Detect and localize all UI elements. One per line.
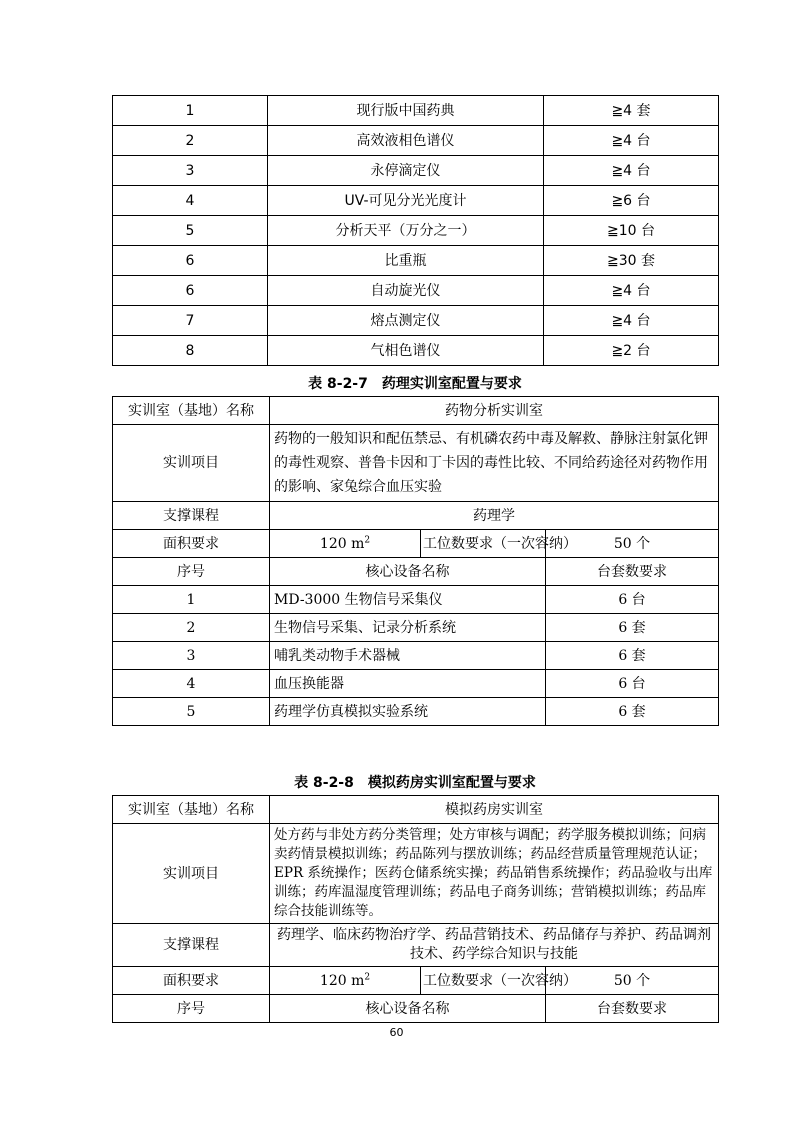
pharmacy-sim-lab-table bbox=[112, 795, 719, 995]
row-number: 4 bbox=[113, 186, 268, 216]
project-label: 实训项目 bbox=[113, 824, 270, 924]
row-number: 2 bbox=[113, 614, 270, 642]
equipment-name: 熔点测定仪 bbox=[268, 306, 544, 336]
row-number: 6 bbox=[113, 276, 268, 306]
table-row bbox=[113, 642, 719, 670]
page-number: 60 bbox=[389, 1026, 404, 1039]
equipment-name: 高效液相色谱仪 bbox=[268, 126, 544, 156]
equipment-name: 比重瓶 bbox=[268, 246, 544, 276]
station-value: 50 个 bbox=[546, 967, 719, 995]
equipment-quantity: 6 台 bbox=[546, 586, 719, 614]
equipment-name: 分析天平（万分之一） bbox=[268, 216, 544, 246]
project-value: 处方药与非处方药分类管理；处方审核与调配；药学服务模拟训练；问病卖药情景模拟训练；药品陈列与摆放训练；药品经营质量管理规范认证；EPR 系统操作；医药仓储系统实操；药品销售系统操作；药品验收与出库训练；药库温湿度管理训练；药品电子商务训练；营销模拟训练；药品库综合技能训练等。 bbox=[270, 824, 719, 924]
equipment-quantity: ≧30 套 bbox=[544, 246, 719, 276]
project-label: 实训项目 bbox=[113, 425, 270, 502]
equipment-name: 哺乳类动物手术器械 bbox=[270, 642, 546, 670]
row-number: 5 bbox=[113, 216, 268, 246]
equipment-quantity: ≧2 台 bbox=[544, 336, 719, 366]
equipment-quantity: ≧4 套 bbox=[544, 96, 719, 126]
table-row bbox=[113, 246, 719, 276]
equipment-name: MD-3000 生物信号采集仪 bbox=[270, 586, 546, 614]
equipment-name: 药理学仿真模拟实验系统 bbox=[270, 698, 546, 726]
equipment-quantity: ≧4 台 bbox=[544, 156, 719, 186]
equipment-quantity: ≧10 台 bbox=[544, 216, 719, 246]
row-number: 5 bbox=[113, 698, 270, 726]
area-label: 面积要求 bbox=[113, 967, 270, 995]
table-row bbox=[113, 586, 719, 614]
equipment-quantity: ≧6 台 bbox=[544, 186, 719, 216]
equipment-quantity: 6 套 bbox=[546, 642, 719, 670]
table-row bbox=[113, 186, 719, 216]
row-number: 1 bbox=[113, 96, 268, 126]
col-header-no: 序号 bbox=[113, 558, 270, 586]
row-number: 4 bbox=[113, 670, 270, 698]
equipment-name: 永停滴定仪 bbox=[268, 156, 544, 186]
area-label: 面积要求 bbox=[113, 530, 270, 558]
table-row bbox=[113, 336, 719, 366]
equipment-name: UV-可见分光光度计 bbox=[268, 186, 544, 216]
col-header-name: 核心设备名称 bbox=[270, 995, 546, 1023]
equipment-name: 现行版中国药典 bbox=[268, 96, 544, 126]
equipment-quantity: ≧4 台 bbox=[544, 126, 719, 156]
table-row bbox=[113, 156, 719, 186]
course-label: 支撑课程 bbox=[113, 502, 270, 530]
table-row bbox=[113, 126, 719, 156]
area-value: 120 $m^2$ bbox=[270, 967, 421, 995]
row-number: 6 bbox=[113, 246, 268, 276]
row-number: 2 bbox=[113, 126, 268, 156]
equipment-name: 生物信号采集、记录分析系统 bbox=[270, 614, 546, 642]
station-label: 工位数要求（一次容纳） bbox=[421, 967, 546, 995]
equipment-quantity: ≧4 台 bbox=[544, 276, 719, 306]
station-value: 50 个 bbox=[546, 530, 719, 558]
equipment-quantity: 6 套 bbox=[546, 698, 719, 726]
project-value: 药物的一般知识和配伍禁忌、有机磷农药中毒及解救、静脉注射氯化钾的毒性观察、普鲁卡因和丁卡因的毒性比较、不同给药途径对药物作用的影响、家兔综合血压实验 bbox=[270, 425, 719, 502]
course-label: 支撑课程 bbox=[113, 924, 270, 967]
row-number: 7 bbox=[113, 306, 268, 336]
equipment-quantity: ≧4 台 bbox=[544, 306, 719, 336]
area-value: 120 $m^2$ bbox=[270, 530, 421, 558]
col-header-qty: 台套数要求 bbox=[546, 995, 719, 1023]
equipment-quantity: 6 台 bbox=[546, 670, 719, 698]
room-name-value: 药物分析实训室 bbox=[270, 397, 719, 425]
room-name-label: 实训室（基地）名称 bbox=[113, 796, 270, 824]
pharmacology-equipment-list bbox=[112, 557, 719, 726]
table-row bbox=[113, 698, 719, 726]
course-value: 药理学、临床药物治疗学、药品营销技术、药品储存与养护、药品调剂技术、药学综合知识与技能 bbox=[270, 924, 719, 967]
table-row bbox=[113, 96, 719, 126]
row-number: 3 bbox=[113, 642, 270, 670]
table-caption-8-2-8: 表 8-2-8 模拟药房实训室配置与要求 bbox=[294, 775, 536, 791]
pharmacy-sim-equipment-list bbox=[112, 994, 719, 1023]
equipment-name: 自动旋光仪 bbox=[268, 276, 544, 306]
equipment-name: 血压换能器 bbox=[270, 670, 546, 698]
room-name-value: 模拟药房实训室 bbox=[270, 796, 719, 824]
equipment-table-continued bbox=[112, 95, 719, 366]
room-name-label: 实训室（基地）名称 bbox=[113, 397, 270, 425]
row-number: 1 bbox=[113, 586, 270, 614]
table-caption-8-2-7: 表 8-2-7 药理实训室配置与要求 bbox=[308, 376, 522, 392]
equipment-quantity: 6 套 bbox=[546, 614, 719, 642]
row-number: 8 bbox=[113, 336, 268, 366]
table-row bbox=[113, 216, 719, 246]
table-row bbox=[113, 670, 719, 698]
col-header-qty: 台套数要求 bbox=[546, 558, 719, 586]
col-header-name: 核心设备名称 bbox=[270, 558, 546, 586]
table-row bbox=[113, 614, 719, 642]
course-value: 药理学 bbox=[270, 502, 719, 530]
station-label: 工位数要求（一次容纳） bbox=[421, 530, 546, 558]
equipment-name: 气相色谱仪 bbox=[268, 336, 544, 366]
row-number: 3 bbox=[113, 156, 268, 186]
pharmacology-lab-table bbox=[112, 396, 719, 558]
col-header-no: 序号 bbox=[113, 995, 270, 1023]
table-row bbox=[113, 276, 719, 306]
table-row bbox=[113, 306, 719, 336]
